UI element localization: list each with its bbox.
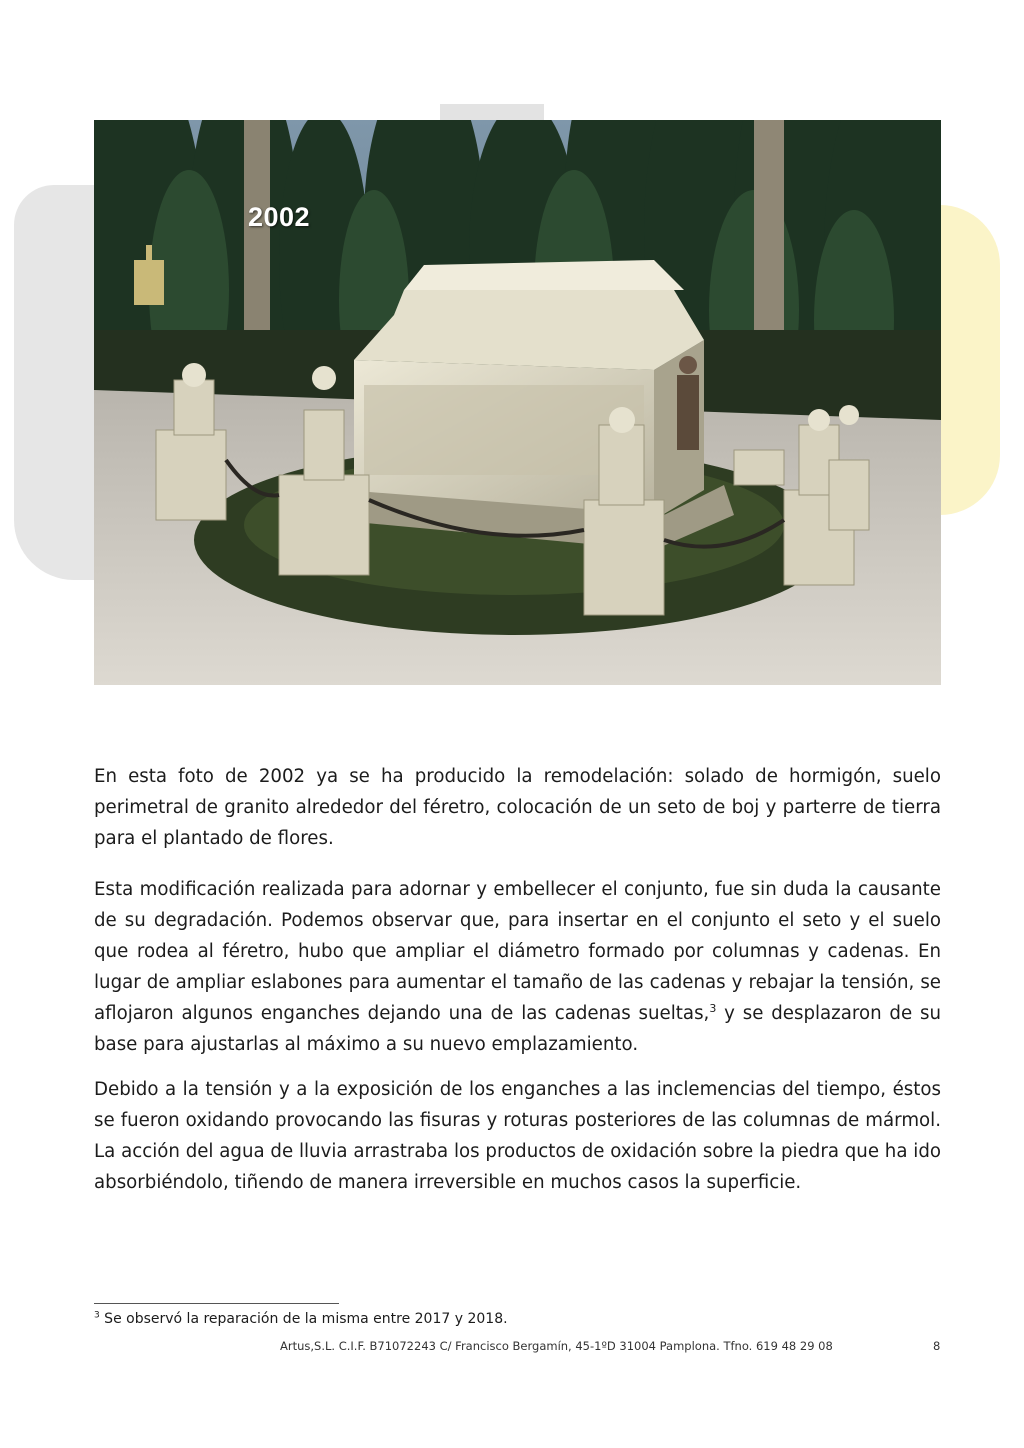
monument-photo-illustration bbox=[94, 120, 941, 685]
company-footer: Artus,S.L. C.I.F. B71072243 C/ Francisco Bergamín, 45-1ºD 31004 Pamplona. Tfno. 619 48 29 08 bbox=[280, 1339, 833, 1353]
watermark-logo-right bbox=[940, 205, 1000, 515]
paragraph-degradation bbox=[94, 874, 941, 1060]
page-number: 8 bbox=[933, 1339, 941, 1353]
watermark-logo-left bbox=[14, 185, 98, 580]
footnote bbox=[94, 1309, 508, 1329]
monument-photo bbox=[94, 120, 941, 685]
paragraph-degradation-text: Esta modificación realizada para adornar y embellecer el conjunto, fue sin duda la causante de su degradación. Podemos observar que, para insertar en el conjunto el seto y el suelo que rodea al féretro, hubo que ampliar el diámetro formado por columnas y cadenas. En lugar de ampliar eslabones para aumentar el tamaño de las cadenas y rebajar la tensión, se aflojaron algunos enganches dejando una de las cadenas sueltas, bbox=[94, 879, 941, 1024]
footnote-separator bbox=[94, 1303, 339, 1304]
footnote-text: Se observó la reparación de la misma entre 2017 y 2018. bbox=[99, 1311, 508, 1327]
footnote-number: 3 bbox=[94, 1310, 100, 1321]
paragraph-remodeling: En esta foto de 2002 ya se ha producido la remodelación: solado de hormigón, suelo perimetral de granito alrededor del féretro, colocación de un seto de boj y parterre de tierra para el plantado de flores. bbox=[94, 766, 941, 849]
footnote-reference[interactable]: 3 bbox=[709, 1001, 717, 1015]
paragraph-oxidation: Debido a la tensión y a la exposición de los enganches a las inclemencias del tiempo, éstos se fueron oxidando provocando las fisuras y roturas posteriores de las columnas de mármol. La acción del agua de lluvia arrastraba los productos de oxidación sobre la piedra que ha ido absorbiéndolo, tiñendo de manera irreversible en muchos casos la superficie. bbox=[94, 1079, 941, 1193]
photo-year-label: 2002 bbox=[248, 202, 311, 232]
paragraph-degradation-text-end: y se desplazaron de su base para ajustarlas al máximo a su nuevo emplazamiento. bbox=[94, 1003, 941, 1055]
